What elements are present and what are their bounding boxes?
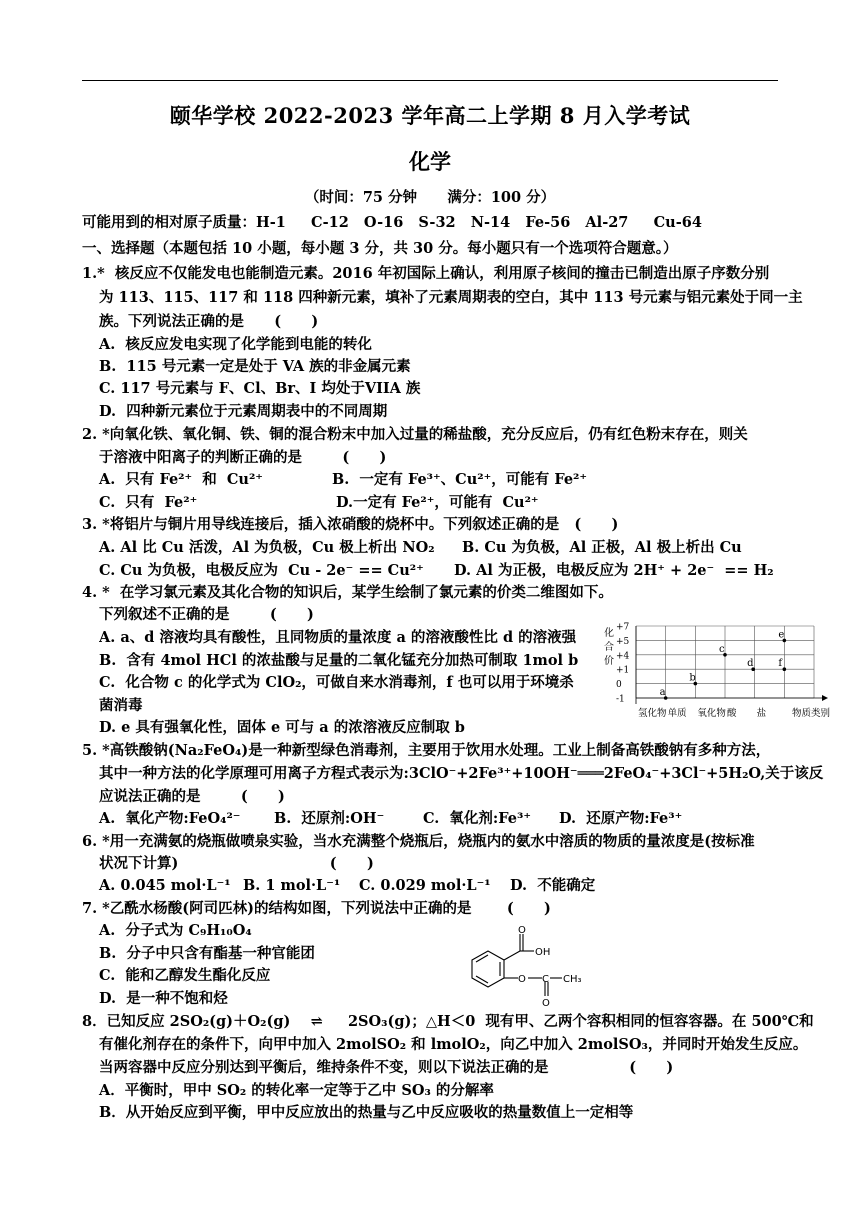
q7-option-b: B. 分子中只含有酯基一种官能团 [99, 945, 315, 962]
x-tick-label: 单质 [667, 708, 687, 719]
carbonyl-o-1: O [518, 925, 526, 936]
ester-o-label: O [518, 974, 526, 985]
q3-stem-1: 3. *将铝片与铜片用导线连接后，插入浓硝酸的烧杯中。下列叙述正确的是 ( ) [82, 516, 619, 533]
data-point-f [783, 667, 787, 671]
q8-option-b: B．从开始反应到平衡，甲中反应放出的热量与乙中反应吸收的热量数值上一定相等 [99, 1104, 634, 1121]
q5-option-b: B. 还原剂:OH⁻ [274, 810, 385, 827]
q5-stem-2: 其中一种方法的化学原理可用离子方程式表示为:3ClO⁻+2Fe³⁺+10OH⁻═══2FeO₄⁻+3Cl⁻+5H₂O,关于该反 [99, 765, 824, 782]
point-label-b: b [689, 672, 696, 684]
point-label-e: e [778, 629, 785, 641]
q6-option-b: B. 1 mol·L⁻¹ [243, 877, 341, 894]
q8-stem-1: 8．已知反应 2SO₂(g)＋O₂(g) ⇌ 2SO₃(g)；△H＜0 现有甲、乙两个容积相同的恒容容器。在 500℃和 [82, 1013, 814, 1030]
x-tick-label: 酸 [727, 708, 737, 719]
q6-option-a: A. 0.045 mol·L⁻¹ [99, 877, 231, 894]
q2-option-d: D.一定有 Fe²⁺，可能有 Cu²⁺ [336, 494, 539, 511]
q2-option-a: A. 只有 Fe²⁺ 和 Cu²⁺ [99, 471, 263, 488]
ester-c-label: C [542, 974, 549, 985]
chart-ylabel-3: 价 [604, 656, 614, 667]
q4-option-a: A. a、d 溶液均具有酸性，且同物质的量浓度 a 的溶液酸性比 d 的溶液强 [99, 629, 577, 646]
y-tick-label: +5 [616, 636, 630, 647]
q7-stem-1: 7. *乙酰水杨酸(阿司匹林)的结构如图，下列说法中正确的是 ( ) [82, 900, 551, 917]
q5-stem-1: 5. *高铁酸钠(Na₂FeO₄)是一种新型绿色消毒剂，主要用于饮用水处理。工业上制备高铁酸钠有多种方法， [82, 742, 771, 759]
x-axis-arrow [822, 695, 828, 701]
ch3-label: CH₃ [563, 974, 582, 985]
q2-option-b: B. 一定有 Fe³⁺、Cu²⁺，可能有 Fe²⁺ [332, 471, 588, 488]
q2-option-c: C. 只有 Fe²⁺ [99, 494, 198, 511]
q5-stem-3: 应说法正确的是 ( ) [99, 788, 285, 805]
q2-stem-2: 于溶液中阳离子的判断正确的是 ( ) [99, 449, 387, 466]
q3-option-a: A. Al 比 Cu 活泼，Al 为负极，Cu 极上析出 NO₂ [99, 539, 435, 556]
q3-option-d: D. Al 为正极，电极反应为 2H⁺ + 2e⁻ == H₂ [454, 562, 774, 579]
q4-option-c-1: C. 化合物 c 的化学式为 ClO₂，可做自来水消毒剂，f 也可以用于环境杀 [99, 674, 574, 691]
q4-option-d: D. e 具有强氧化性，固体 e 可与 a 的浓溶液反应制取 b [99, 719, 465, 736]
benzene-ring [472, 951, 504, 987]
chart-y-ticks [616, 623, 630, 705]
header-rule [82, 80, 778, 81]
x-tick-label: 氢化物 [638, 708, 667, 719]
q6-option-c: C. 0.029 mol·L⁻¹ [359, 877, 491, 894]
atomic-masses: 可能用到的相对原子质量：H-1 C-12 O-16 S-32 N-14 Fe-56 Al-27 Cu-64 [82, 214, 702, 231]
chart-x-ticks [638, 707, 767, 719]
q1-option-a: A. 核反应发电实现了化学能到电能的转化 [99, 336, 372, 353]
chart-points [660, 629, 786, 699]
chart-xlabel: 物质类别 [792, 708, 831, 719]
q2-stem-1: 2. *向氧化铁、氧化铜、铁、铜的混合粉末中加入过量的稀盐酸，充分反应后，仍有红色粉末存在，则关 [82, 426, 748, 443]
q6-stem-2: 状况下计算) ( ) [99, 855, 374, 872]
q4-stem-2: 下列叙述不正确的是 ( ) [99, 606, 314, 623]
y-tick-label: 0 [616, 680, 622, 691]
q6-stem-1: 6. *用一充满氨的烧瓶做喷泉实验，当水充满整个烧瓶后，烧瓶内的氨水中溶质的物质的量浓度是(按标准 [82, 833, 755, 850]
chart-ylabel-1: 化 [604, 628, 614, 639]
point-label-f: f [778, 658, 783, 670]
q7-option-a: A. 分子式为 C₉H₁₀O₄ [99, 922, 252, 939]
y-tick-label: +7 [616, 622, 630, 633]
q3-option-c: C. Cu 为负极，电极反应为 Cu - 2e⁻ == Cu²⁺ [99, 562, 424, 579]
chlorine-valence-chart [604, 618, 832, 724]
exam-title: 颐华学校 2022-2023 学年高二上学期 8 月入学考试 [169, 103, 691, 128]
q3-option-b: B. Cu 为负极，Al 正极，Al 极上析出 Cu [462, 539, 742, 556]
oh-label: OH [535, 947, 551, 958]
q7-option-c: C. 能和乙醇发生酯化反应 [99, 967, 271, 984]
q6-option-d: D. 不能确定 [510, 877, 596, 894]
q1-stem-1: 1.* 核反应不仅能发电也能制造元素。2016 年初国际上确认，利用原子核间的撞击已制造出原子序数分别 [82, 265, 770, 282]
q8-option-a: A．平衡时，甲中 SO₂ 的转化率一定等于乙中 SO₃ 的分解率 [99, 1082, 494, 1099]
point-label-d: d [747, 658, 754, 670]
q5-option-d: D. 还原产物:Fe³⁺ [559, 810, 683, 827]
y-tick-label: +4 [616, 651, 630, 662]
y-tick-label: -1 [616, 694, 625, 705]
q1-stem-2: 为 113、115、117 和 118 四种新元素，填补了元素周期表的空白，其中 113 号元素与铝元素处于同一主 [99, 289, 803, 306]
q1-option-c: C. 117 号元素与 F、Cl、Br、I 均处于VIIA 族 [99, 380, 421, 397]
q4-option-b: B. 含有 4mol HCl 的浓盐酸与足量的二氧化锰充分加热可制取 1mol b [99, 652, 579, 669]
q8-stem-2: 有催化剂存在的条件下，向甲中加入 2molSO₂ 和 lmolO₂，向乙中加入 2molSO₃，并同时开始发生反应。 [99, 1036, 808, 1053]
y-tick-label: +1 [616, 665, 630, 676]
q1-stem-3: 族。下列说法正确的是 ( ) [99, 313, 319, 330]
q4-option-c-2: 菌消毒 [99, 697, 143, 714]
q4-stem-1: 4. * 在学习氯元素及其化合物的知识后，某学生绘制了氯元素的价类二维图如下。 [82, 584, 613, 601]
point-label-c: c [719, 643, 725, 655]
point-label-a: a [659, 687, 666, 698]
q1-option-b: B. 115 号元素一定是处于 VA 族的非金属元素 [99, 358, 411, 375]
aspirin-structure [462, 924, 602, 1008]
carbonyl-o-2: O [542, 998, 550, 1008]
q8-stem-3: 当两容器中反应分别达到平衡后，维持条件不变，则以下说法正确的是 ( ) [99, 1059, 674, 1076]
q5-option-c: C. 氧化剂:Fe³⁺ [423, 810, 532, 827]
time-score-info: （时间：75 分钟 满分：100 分） [304, 189, 556, 206]
x-tick-label: 氧化物 [697, 708, 726, 719]
section-heading: 一、选择题（本题包括 10 小题，每小题 3 分，共 30 分。每小题只有一个选项符合题意。） [82, 240, 678, 257]
q5-option-a: A. 氧化产物:FeO₄²⁻ [99, 810, 241, 827]
x-tick-label: 盐 [756, 708, 767, 719]
chart-ylabel-2: 合 [604, 642, 614, 653]
q7-option-d: D. 是一种不饱和烃 [99, 990, 228, 1007]
q1-option-d: D. 四种新元素位于元素周期表中的不同周期 [99, 403, 388, 420]
subject-title: 化学 [409, 149, 451, 174]
